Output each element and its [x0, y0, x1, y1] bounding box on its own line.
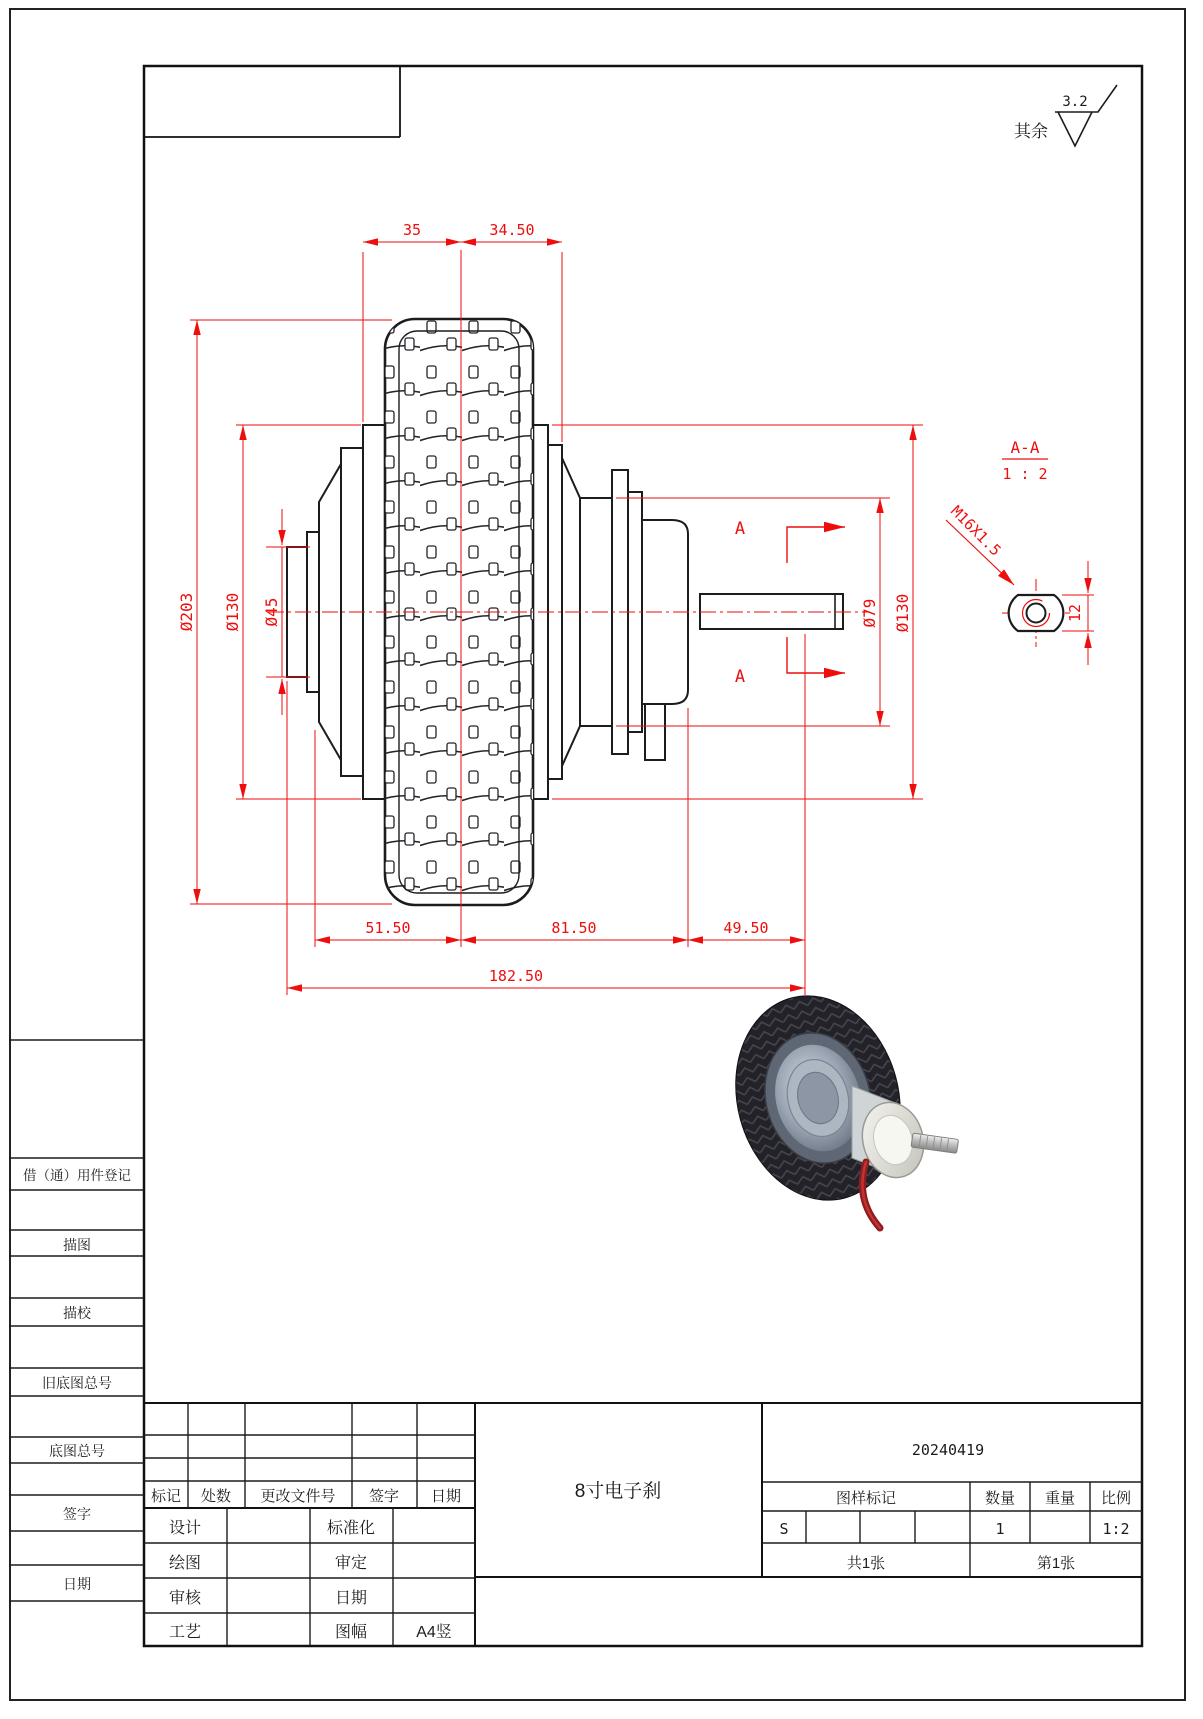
margin-label-base-no: 底图总号 [49, 1443, 105, 1459]
margin-label-trace-check: 描校 [63, 1305, 91, 1321]
margin-label-trace: 描图 [63, 1237, 91, 1253]
dim-12: 12 [1066, 603, 1084, 623]
rev-header-count: 处数 [200, 1488, 232, 1505]
format-value: A4竖 [416, 1624, 452, 1641]
qty-label: 数量 [984, 1490, 1016, 1507]
staff-date: 日期 [334, 1590, 368, 1607]
dim-dia79: Ø79 [860, 598, 879, 628]
dim-51-50: 51.50 [365, 919, 411, 937]
section-view-aa [946, 438, 1094, 665]
section-title: A-A [1010, 438, 1040, 457]
thread-minor-circle [1027, 604, 1046, 623]
dim-dia45: Ø45 [262, 597, 281, 627]
right-block-texts [779, 1490, 1131, 1572]
margin-label-old-no: 旧底图总号 [42, 1375, 112, 1391]
scale-label: 比例 [1100, 1490, 1132, 1507]
right-block-grid [762, 1482, 1142, 1577]
revision-table-headers [151, 1488, 461, 1505]
staff-standard: 标准化 [326, 1520, 376, 1537]
top-left-box [144, 66, 400, 137]
section-scale: 1 : 2 [1002, 465, 1048, 483]
dim-81-50: 81.50 [551, 919, 597, 937]
drawing-frame [144, 66, 1142, 1646]
drawing-number: 20240419 [911, 1441, 985, 1459]
margin-label-borrow: 借（通）用件登记 [23, 1168, 131, 1183]
mark-label: 图样标记 [835, 1490, 897, 1507]
section-mark-a-top: A [734, 519, 746, 539]
staff-approve: 审定 [334, 1555, 368, 1572]
staff-process: 工艺 [168, 1624, 202, 1641]
staff-design: 设计 [168, 1520, 202, 1537]
mark-value: S [779, 1520, 789, 1538]
title-block-major-lines [144, 1403, 1142, 1646]
scale-value: 1:2 [1102, 1520, 1130, 1538]
margin-label-sign: 签字 [63, 1506, 91, 1522]
surface-note-prefix: 其余 [1014, 122, 1048, 141]
thread-callout: M16X1.5 [947, 502, 1005, 560]
dim-35: 35 [402, 221, 422, 239]
title-block [144, 1403, 1142, 1646]
surface-roughness-value: 3.2 [1062, 94, 1088, 110]
section-mark-a-bottom: A [734, 667, 746, 687]
dim-49-50: 49.50 [723, 919, 769, 937]
sheets-total: 共1张 [846, 1555, 886, 1572]
sheet-no: 第1张 [1036, 1555, 1076, 1572]
dim-34-50: 34.50 [489, 221, 535, 239]
staff-draw: 绘图 [168, 1555, 202, 1572]
rev-header-sign: 签字 [368, 1488, 400, 1505]
rev-header-date: 日期 [430, 1488, 462, 1505]
surface-finish-note [1014, 85, 1117, 146]
part-name: 8寸电子刹 [574, 1481, 662, 1502]
weight-label: 重量 [1044, 1490, 1076, 1507]
staff-check: 审核 [168, 1590, 202, 1607]
dim-dia130-right: Ø130 [893, 593, 912, 633]
rev-header-file-no: 更改文件号 [260, 1488, 336, 1505]
dim-dia203: Ø203 [177, 592, 196, 632]
rev-header-mark: 标记 [150, 1488, 182, 1505]
render-3d [714, 978, 958, 1228]
bracket-arm [645, 704, 665, 760]
outer-page-border [10, 9, 1185, 1700]
qty-value: 1 [995, 1520, 1005, 1538]
left-margin-labels [23, 1168, 131, 1592]
dim-dia130-left: Ø130 [223, 592, 242, 632]
margin-label-date: 日期 [63, 1576, 91, 1592]
dim-182-50: 182.50 [488, 967, 544, 985]
format-label: 图幅 [334, 1624, 368, 1641]
wheel-front-view [268, 250, 870, 947]
